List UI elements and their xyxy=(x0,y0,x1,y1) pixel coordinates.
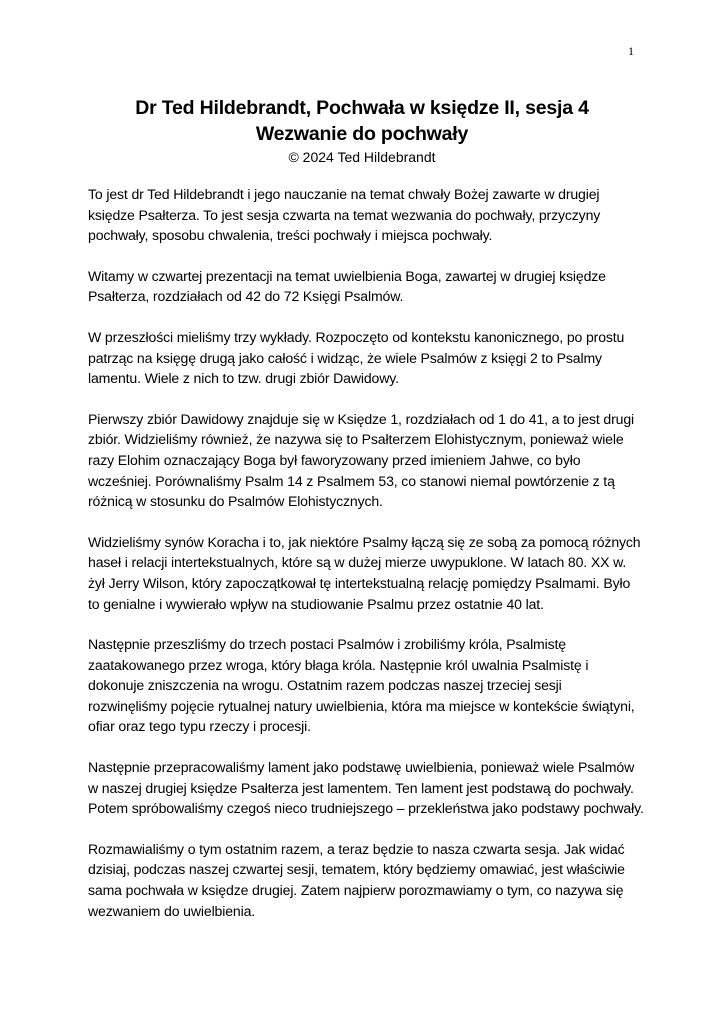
paragraph: Widzieliśmy synów Koracha i to, jak niektóre Psalmy łączą się ze sobą za pomocą różnych haseł i relacji intertekstualnych, które są w dużej mierze uwypuklone. W latach 80. XX w. żył Jerry Wilson, który zapoczątkował tę intertekstualną relację pomiędzy Psalmami. Było to genialne i wywierało wpływ na studiowanie Psalmu przez ostatnie 40 lat. xyxy=(88,533,641,612)
title-block xyxy=(0,95,724,167)
paragraph: Następnie przepracowaliśmy lament jako podstawę uwielbienia, ponieważ wiele Psalmów w naszej drugiej księdze Psałterza jest lamentem. Ten lament jest podstawą do pochwały. Potem spróbowaliśmy czegoś nieco trudniejszego – przekleństwa jako podstawy pochwały. xyxy=(88,759,644,817)
paragraph: Pierwszy zbiór Dawidowy znajduje się w Księdze 1, rozdziałach od 1 do 41, a to jest drugi zbiór. Widzieliśmy również, że nazywa się to Psałterzem Elohistycznym, ponieważ wiele razy Elohim oznaczający Boga był faworyzowany przed imieniem Jahwe, co było wcześniej. Porównaliśmy Psalm 14 z Psalmem 53, co stanowi niemal powtórzenie z tą różnicą w stosunku do Psalmów Elohistycznych. xyxy=(88,410,634,510)
document-title: Dr Ted Hildebrandt, Pochwała w księdze II, sesja 4 xyxy=(135,97,589,119)
paragraph: Następnie przeszliśmy do trzech postaci Psalmów i zrobiliśmy króla, Psalmistę zaatakowanego przez wroga, który błaga króla. Następnie król uwalnia Psalmistę i dokonuje zniszczenia na wrogu. Ostatnim razem podczas naszej trzeciej sesji rozwinęliśmy pojęcie rytualnej natury uwielbienia, która ma miejsce w kontekście świątyni, ofiar oraz tego typu rzeczy i procesji. xyxy=(88,636,635,735)
paragraph: W przeszłości mieliśmy trzy wykłady. Rozpoczęto od kontekstu kanonicznego, po prostu patrząc na księgę drugą jako całość i widząc, że wiele Psalmów z księgi 2 to Psalmy lamentu. Wiele z nich to tzw. drugi zbiór Dawidowy. xyxy=(88,328,625,387)
page-number: 1 xyxy=(628,44,634,58)
document-subtitle: Wezwanie do pochwały xyxy=(255,123,469,145)
paragraph: Rozmawialiśmy o tym ostatnim razem, a teraz będzie to nasza czwarta sesja. Jak widać dzisiaj, podczas naszej czwartej sesji, tematem, który będziemy omawiać, jest właściwie sama pochwała w księdze drugiej. Zatem najpierw porozmawiamy o tym, co nazywa się wezwaniem do uwielbienia. xyxy=(88,840,625,919)
body-text xyxy=(88,184,644,941)
paragraph: Witamy w czwartej prezentacji na temat uwielbienia Boga, zawartej w drugiej księdze Psałterza, rozdziałach od 42 do 72 Księgi Psalmów. xyxy=(88,267,606,305)
paragraph: To jest dr Ted Hildebrandt i jego nauczanie na temat chwały Bożej zawarte w drugiej księdze Psałterza. To jest sesja czwarta na temat wezwania do pochwały, przyczyny pochwały, sposobu chwalenia, treści pochwały i miejsca pochwały. xyxy=(88,186,601,244)
copyright-notice: © 2024 Ted Hildebrandt xyxy=(288,149,436,165)
